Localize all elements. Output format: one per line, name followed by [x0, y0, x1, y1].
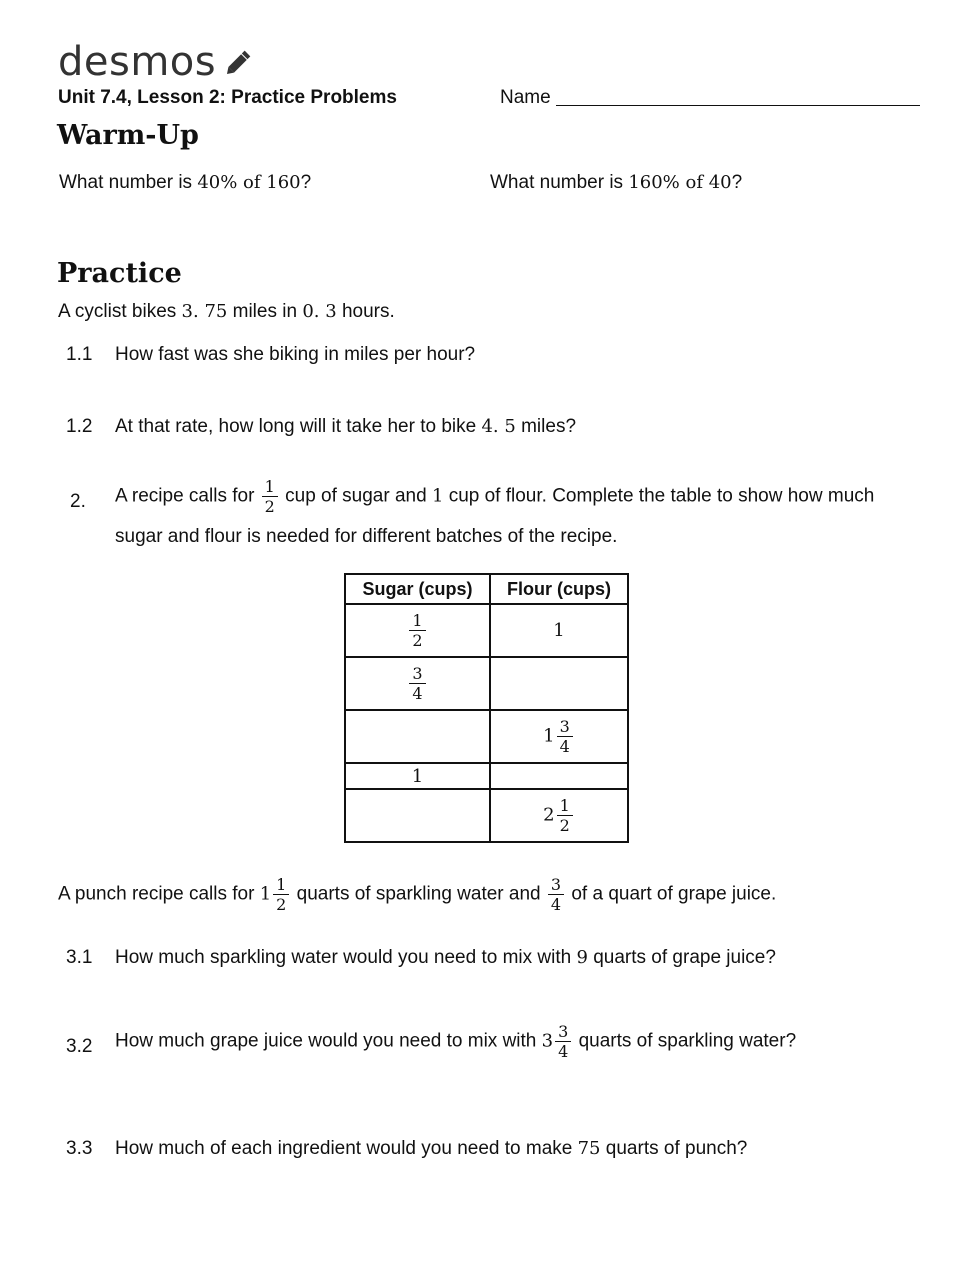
question-number: 3.3 [66, 1138, 93, 1159]
fraction: $\frac{1}{2}$ [273, 875, 289, 914]
sugar-flour-table [344, 573, 629, 843]
sugar-cell-blank[interactable] [345, 710, 490, 763]
question-3-2: How much grape juice would you need to mix with 3 $\frac{3}{4}$ quarts of sparkling water? [115, 1022, 797, 1061]
column-header-sugar: Sugar (cups) [345, 574, 490, 604]
fraction: $\frac{1}{2}$ [262, 477, 278, 516]
flour-cell: 2 $\frac{1}{2}$ [490, 789, 628, 842]
fraction: $\frac{3}{4}$ [548, 875, 564, 914]
desmos-logo [58, 40, 256, 84]
question-3-1: How much sparkling water would you need to mix with 9 quarts of grape juice? [115, 947, 776, 968]
logo-text: desmos [58, 39, 217, 85]
table-row [345, 657, 628, 710]
question-number: 1.2 [66, 416, 93, 437]
question-number: 2. [70, 491, 86, 512]
flour-cell-blank[interactable] [490, 763, 628, 789]
column-header-flour: Flour (cups) [490, 574, 628, 604]
name-label: Name [500, 87, 551, 108]
warmup-question-1: What number is 40% of 160? [59, 172, 312, 193]
practice-heading: Practice [57, 258, 182, 289]
question-number: 3.1 [66, 947, 93, 968]
sugar-cell: $\frac{3}{4}$ [345, 657, 490, 710]
warmup-heading: Warm-Up [57, 120, 199, 151]
question-number: 1.1 [66, 344, 93, 365]
pencil-icon [222, 45, 256, 79]
sugar-cell: 1 [345, 763, 490, 789]
cyclist-intro: A cyclist bikes 3. 75 miles in 0. 3 hours. [58, 301, 395, 322]
sugar-cell: $\frac{1}{2}$ [345, 604, 490, 657]
unit-title: Unit 7.4, Lesson 2: Practice Problems [58, 87, 397, 108]
fraction: $\frac{3}{4}$ [555, 1022, 571, 1061]
question-1-2: At that rate, how long will it take her to bike 4. 5 miles? [115, 416, 577, 437]
table-row [345, 710, 628, 763]
table-row [345, 604, 628, 657]
question-2-line-2: sugar and flour is needed for different batches of the recipe. [115, 526, 618, 547]
warmup-question-2: What number is 160% of 40? [490, 172, 743, 193]
question-number: 3.2 [66, 1036, 93, 1057]
name-field-line[interactable] [556, 105, 920, 106]
table-row [345, 763, 628, 789]
flour-cell-blank[interactable] [490, 657, 628, 710]
question-2: A recipe calls for $\frac{1}{2}$ cup of sugar and 1 cup of flour. Complete the table to show how much [115, 477, 875, 516]
flour-cell: 1 [490, 604, 628, 657]
punch-intro: A punch recipe calls for 1 $\frac{1}{2}$ quarts of sparkling water and $\frac{3}{4}$ of a quart of grape juice. [58, 875, 777, 914]
question-3-3: How much of each ingredient would you need to make 75 quarts of punch? [115, 1138, 748, 1159]
sugar-cell-blank[interactable] [345, 789, 490, 842]
table-row [345, 789, 628, 842]
question-1-1: How fast was she biking in miles per hour? [115, 344, 476, 365]
table-header-row [345, 574, 628, 604]
flour-cell: 1 $\frac{3}{4}$ [490, 710, 628, 763]
